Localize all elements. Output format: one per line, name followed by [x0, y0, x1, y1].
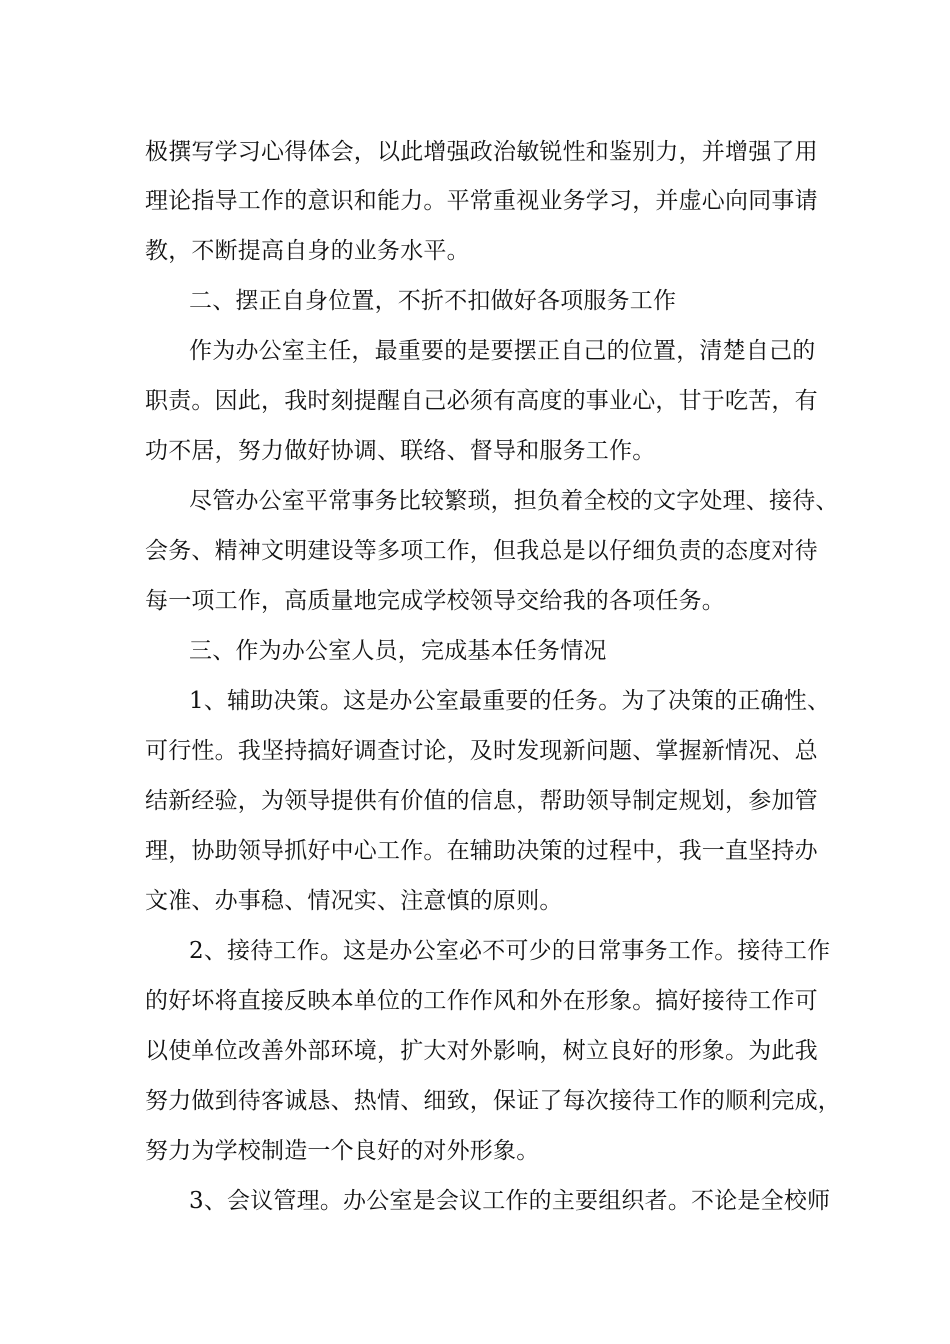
text-line: 职责。因此，我时刻提醒自己必须有高度的事业心，甘于吃苦，有 — [145, 388, 818, 414]
text-line: 2、接待工作。这是办公室必不可少的日常事务工作。接待工作 — [189, 938, 831, 964]
text-line: 3、会议管理。办公室是会议工作的主要组织者。不论是全校师 — [189, 1188, 831, 1214]
text-line: 作为办公室主任，最重要的是要摆正自己的位置，清楚自己的 — [189, 338, 816, 364]
text-line: 教，不断提高自身的业务水平。 — [145, 238, 470, 264]
text-line: 以使单位改善外部环境，扩大对外影响，树立良好的形象。为此我 — [145, 1038, 818, 1064]
text-line: 尽管办公室平常事务比较繁琐，担负着全校的文字处理、接待、 — [189, 488, 839, 514]
text-line: 努力为学校制造一个良好的对外形象。 — [145, 1138, 540, 1164]
text-line: 极撰写学习心得体会，以此增强政治敏锐性和鉴别力，并增强了用 — [145, 139, 818, 165]
text-line: 结新经验，为领导提供有价值的信息，帮助领导制定规划，参加管 — [145, 788, 818, 814]
text-line: 会务、精神文明建设等多项工作，但我总是以仔细负责的态度对待 — [145, 538, 818, 564]
text-line: 文准、办事稳、情况实、注意慎的原则。 — [145, 888, 563, 914]
text-line: 每一项工作，高质量地完成学校领导交给我的各项任务。 — [145, 588, 725, 614]
section-heading: 二、摆正自身位置，不折不扣做好各项服务工作 — [189, 288, 677, 314]
text-line: 理论指导工作的意识和能力。平常重视业务学习，并虚心向同事请 — [145, 188, 818, 214]
text-line: 1、辅助决策。这是办公室最重要的任务。为了决策的正确性、 — [189, 688, 831, 714]
text-line: 的好坏将直接反映本单位的工作作风和外在形象。搞好接待工作可 — [145, 988, 818, 1014]
text-line: 努力做到待客诚恳、热情、细致，保证了每次接待工作的顺利完成， — [145, 1088, 841, 1114]
text-line: 理，协助领导抓好中心工作。在辅助决策的过程中，我一直坚持办 — [145, 838, 818, 864]
section-heading: 三、作为办公室人员，完成基本任务情况 — [189, 638, 607, 664]
text-line: 可行性。我坚持搞好调查讨论，及时发现新问题、掌握新情况、总 — [145, 738, 818, 764]
text-line: 功不居，努力做好协调、联络、督导和服务工作。 — [145, 438, 656, 464]
